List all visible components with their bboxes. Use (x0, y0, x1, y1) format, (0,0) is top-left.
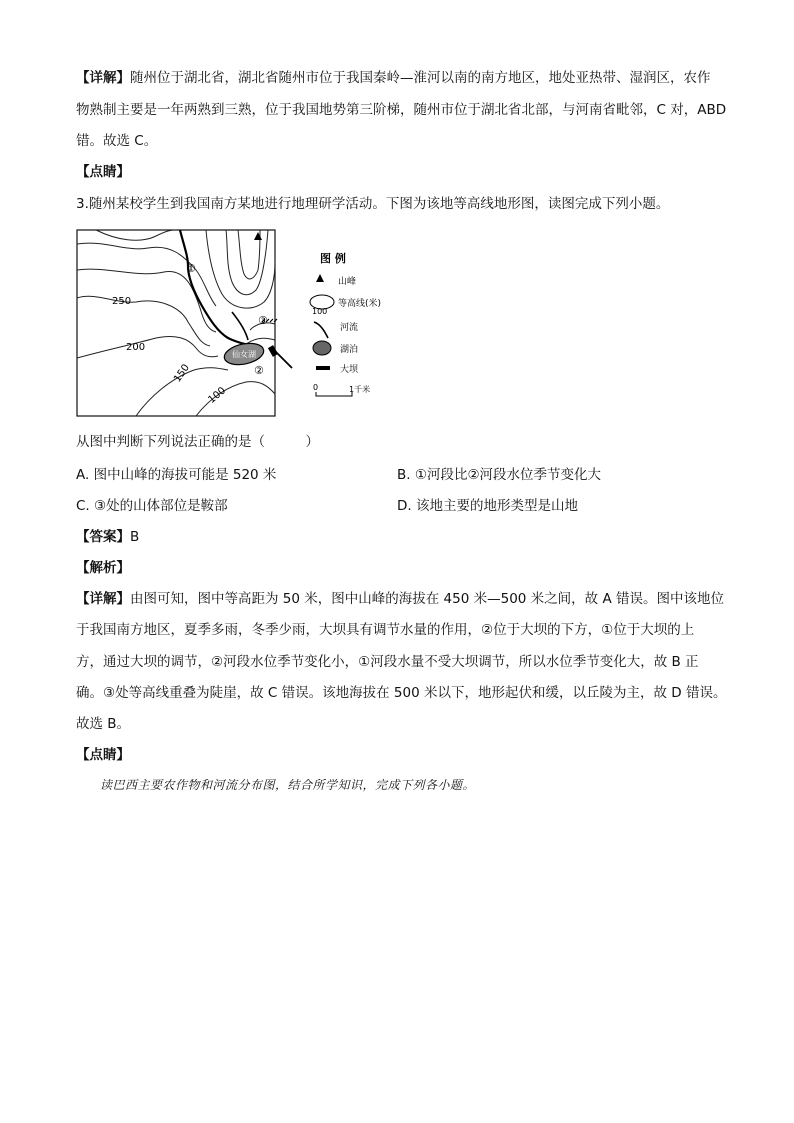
detail-paragraph-1-line-3: 错。故选 C。 (76, 133, 158, 149)
lake-label: 仙女湖 (232, 350, 256, 359)
detail-text: 随州位于湖北省，湖北省随州市位于我国秦岭—淮河以南的南方地区，地处亚热带、湿润区，农作 (130, 70, 711, 86)
legend-peak: 山峰 (338, 277, 357, 287)
map-legend (310, 251, 381, 396)
detail-label: 【详解】 (76, 70, 130, 86)
contour-line (96, 230, 176, 240)
river (232, 312, 248, 340)
option-d: D. 该地主要的地形类型是山地 (397, 498, 578, 514)
detail-paragraph-2-line-1 (76, 587, 724, 607)
option-a: A. 图中山峰的海拔可能是 520 米 (76, 467, 277, 483)
option-c: C. ③处的山体部位是鞍部 (76, 498, 228, 514)
legend-lake-icon (313, 341, 331, 355)
detail-text-2: 由图可知，图中等高距为 50 米，图中山峰的海拔在 450 米—500 米之间，故 A 错误。图中该地位 (130, 591, 724, 607)
option-b: B. ①河段比②河段水位季节变化大 (397, 467, 602, 483)
detail-label-2: 【详解】 (76, 591, 130, 607)
legend-dam-icon (316, 366, 330, 370)
analysis-heading: 【解析】 (76, 560, 130, 576)
marker-3: ③ (258, 314, 268, 327)
legend-scale-zero: 0 (313, 383, 319, 392)
marker-2: ② (254, 364, 264, 377)
legend-dam: 大坝 (340, 365, 359, 375)
contour-line (77, 336, 218, 358)
contour-map (76, 226, 396, 418)
question-stem: 从图中判断下列说法正确的是（ ） (76, 434, 319, 450)
marker-1: ① (186, 262, 196, 275)
tip-heading-1: 【点睛】 (76, 164, 130, 180)
contour-line (77, 296, 210, 346)
river (180, 230, 252, 346)
detail-paragraph-1-line-1 (76, 66, 711, 86)
legend-peak-icon (316, 274, 324, 282)
map-frame (77, 230, 275, 416)
answer-line (76, 525, 139, 545)
detail-paragraph-2-line-4: 确。③处等高线重叠为陡崖，故 C 错误。该地海拔在 500 米以下，地形起伏和缓，以丘陵为主，故 D 错误。 (76, 685, 727, 701)
contour-line (206, 230, 275, 308)
next-question-intro: 读巴西主要农作物和河流分布图，结合所学知识，完成下列各小题。 (100, 778, 476, 792)
detail-paragraph-2-line-3: 方，通过大坝的调节，②河段水位季节变化小，①河段水量不受大坝调节，所以水位季节变化大，故 B 正 (76, 654, 699, 670)
contour-label-250: 250 (112, 296, 132, 307)
legend-contour: 等高线(米) (338, 299, 382, 309)
question-intro: 3.随州某校学生到我国南方某地进行地理研学活动。下图为该地等高线地形图，读图完成下列小题。 (76, 196, 670, 212)
peak-icon (254, 232, 262, 240)
legend-title: 图 例 (320, 252, 346, 265)
legend-river-icon (314, 322, 328, 338)
detail-paragraph-2-line-2: 于我国南方地区，夏季多雨，冬季少雨，大坝具有调节水量的作用，②位于大坝的下方，①位于大坝的上 (76, 622, 695, 638)
legend-scale-bar (316, 392, 352, 396)
legend-contour-value: 100 (312, 307, 328, 316)
legend-lake: 湖泊 (340, 345, 359, 355)
legend-scale-one: 1千米 (349, 385, 371, 394)
detail-paragraph-2-line-5: 故选 B。 (76, 716, 131, 732)
legend-river: 河流 (340, 323, 359, 333)
dam (268, 345, 278, 357)
contour-label-100: 100 (206, 385, 229, 406)
answer-label: 【答案】 (76, 529, 130, 545)
detail-paragraph-1-line-2: 物熟制主要是一年两熟到三熟，位于我国地势第三阶梯，随州市位于湖北省北部，与河南省毗邻，C 对，ABD (76, 102, 727, 118)
tip-heading-2: 【点睛】 (76, 747, 130, 763)
contour-label-200: 200 (126, 342, 146, 353)
contour-label-150: 150 (172, 362, 193, 385)
answer-value: B (130, 529, 140, 545)
